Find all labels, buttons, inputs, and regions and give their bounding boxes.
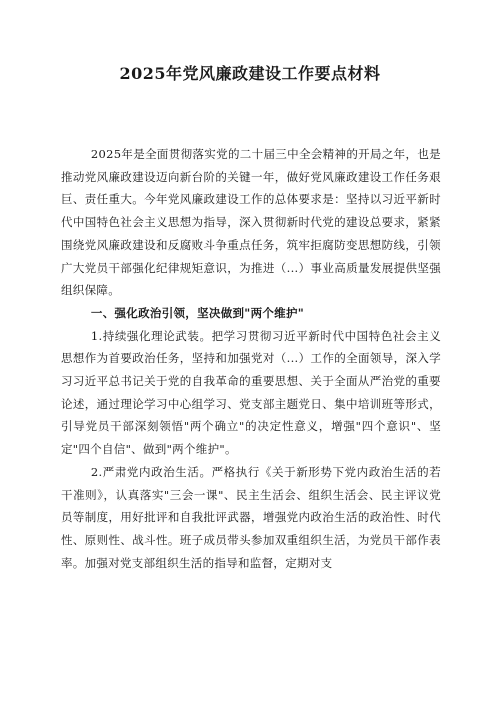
section-heading-1: 一、强化政治引领，坚决做到"两个维护" bbox=[90, 305, 305, 320]
document-title: 2025年党风廉政建设工作要点材料 bbox=[119, 64, 381, 83]
body-paragraph-1: 1.持续强化理论武装。把学习贯彻习近平新时代中国特色社会主义思想作为首要政治任务，坚持和加强党对（...）工作的全面领导，深入学习习近平总书记关于党的自我革命的重要思想、关于全面从严治党的重要论述，通过理论学习中心组学习、党支部主题党日、集中培训班等形式，引导党员干部深刻领悟"两个确立"的决定性意义，增强"四个意识"、坚定"四个自信"、做到"两个维护"。 bbox=[61, 328, 441, 457]
document-body bbox=[61, 143, 441, 574]
body-paragraph-2: 2.严肃党内政治生活。严格执行《关于新形势下党内政治生活的若干准则》，认真落实"三会一课"、民主生活会、组织生活会、民主评议党员等制度，用好批评和自我批评武器，增强党内政治生活的政治性、时代性、原则性、战斗性。班子成员带头参加双重组织生活，为党员干部作表率。加强对党支部组织生活的指导和监督，定期对支 bbox=[61, 464, 441, 570]
intro-paragraph: 2025年是全面贯彻落实党的二十届三中全会精神的开局之年，也是推动党风廉政建设迈向新台阶的关键一年，做好党风廉政建设工作任务艰巨、责任重大。今年党风廉政建设工作的总体要求是：坚持以习近平新时代中国特色社会主义思想为指导，深入贯彻新时代党的建设总要求，紧紧围绕党风廉政建设和反腐败斗争重点任务，筑牢拒腐防变思想防线，引领广大党员干部强化纪律规矩意识，为推进（...）事业高质量发展提供坚强组织保障。 bbox=[61, 147, 441, 298]
